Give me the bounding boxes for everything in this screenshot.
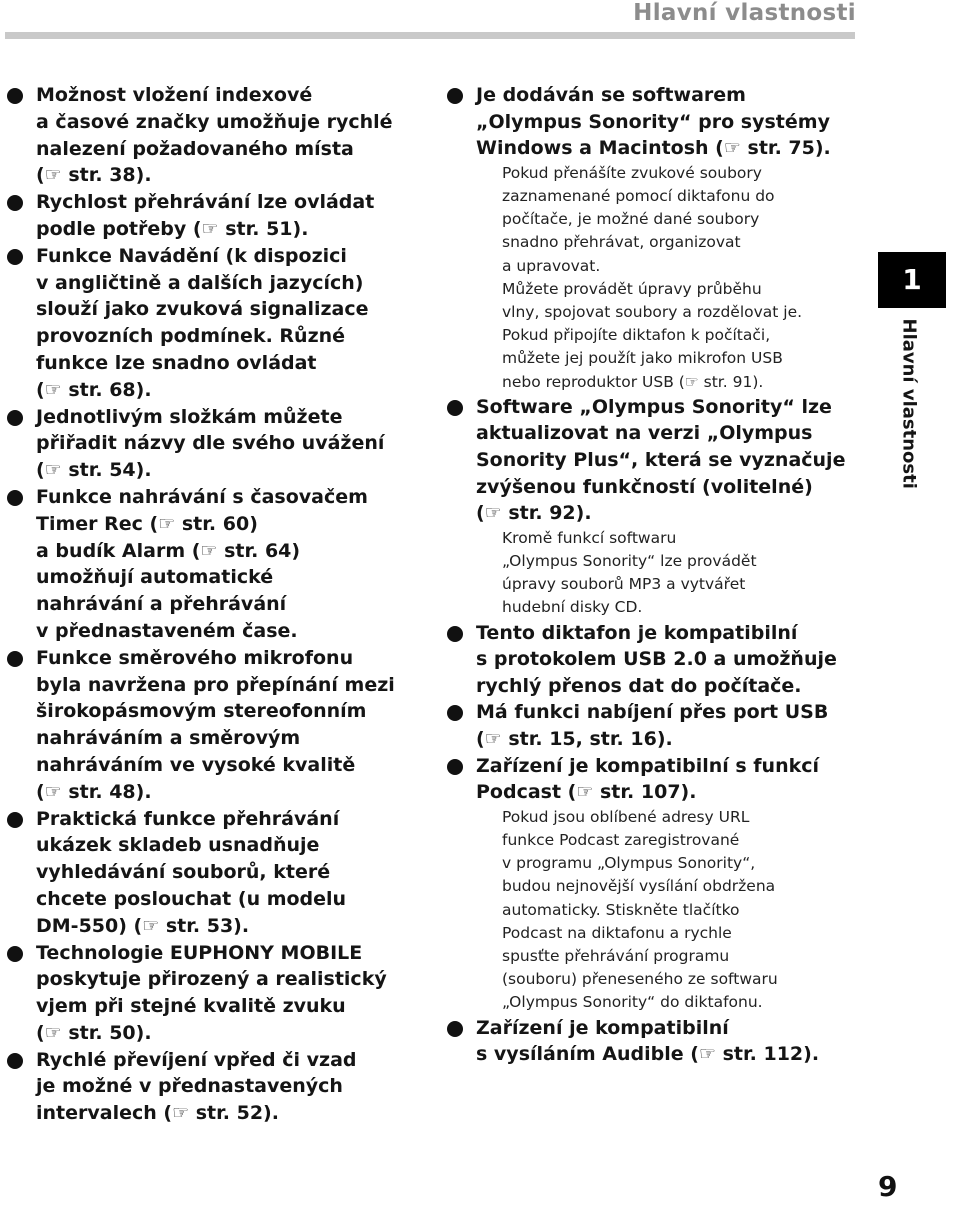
feature-line: Zařízení je kompatibilní s funkcí <box>476 754 820 777</box>
description-paragraph <box>502 278 856 324</box>
feature-line: Sonority Plus“, která se vyznačuje <box>476 449 846 471</box>
description-line: Pokud připojíte diktafon k počítači, <box>502 326 771 345</box>
description-line: (souboru) přeneseného ze softwaru <box>502 970 778 989</box>
feature-body <box>476 394 856 620</box>
description-line: funkce Podcast zaregistrované <box>502 830 740 849</box>
feature-line: Zařízení je kompatibilní <box>476 1016 729 1039</box>
right-column <box>446 82 856 1068</box>
feature-line: provozních podmínek. Různé <box>36 325 346 348</box>
feature-line: Technologie EUPHONY MOBILE <box>36 941 363 964</box>
feature-line: poskytuje přirozený a realistický <box>36 968 387 991</box>
feature-description <box>502 162 856 394</box>
feature-text <box>476 82 856 162</box>
feature-line: umožňují automatické <box>36 566 274 589</box>
feature-item <box>6 1047 418 1127</box>
left-column <box>6 82 418 1127</box>
description-line: můžete jej použít jako mikrofon USB <box>502 349 783 368</box>
description-line: Podcast na diktafonu a rychle <box>502 923 732 942</box>
feature-line: Software „Olympus Sonority“ lze <box>476 395 832 418</box>
feature-line: „Olympus Sonority“ pro systémy <box>476 110 830 133</box>
feature-description <box>502 806 856 1015</box>
feature-line: Rychlost přehrávání lze ovládat <box>36 191 375 214</box>
bullet-icon <box>447 626 463 642</box>
feature-line: vjem při stejné kvalitě zvuku <box>36 995 346 1018</box>
feature-item <box>446 699 856 752</box>
description-line: snadno přehrávat, organizovat <box>502 233 741 252</box>
bullet-icon <box>447 400 463 416</box>
feature-item <box>446 620 856 700</box>
feature-line: Tento diktafon je kompatibilní <box>476 621 798 644</box>
feature-text <box>36 484 418 645</box>
feature-text <box>476 1015 856 1068</box>
description-line: a upravovat. <box>502 256 601 275</box>
feature-line: Praktická funkce přehrávání <box>36 807 340 830</box>
feature-line: Možnost vložení indexové <box>36 84 313 106</box>
feature-item <box>6 806 418 940</box>
feature-text <box>36 189 418 243</box>
feature-line: Podcast (☞ str. 107). <box>476 781 697 804</box>
feature-line: Je dodáván se softwarem <box>476 84 746 106</box>
bullet-icon <box>7 1053 23 1069</box>
feature-body <box>476 1015 856 1068</box>
chapter-label <box>893 318 920 489</box>
bullet-icon <box>447 705 463 721</box>
feature-body <box>36 189 418 243</box>
description-paragraph <box>502 527 856 620</box>
bullet-icon <box>7 490 23 506</box>
feature-text <box>36 243 418 404</box>
description-paragraph <box>502 162 856 278</box>
feature-item <box>446 394 856 620</box>
feature-line: zvýšenou funkčností (volitelné) <box>476 475 813 498</box>
bullet-icon <box>7 88 23 104</box>
feature-line: Rychlé převíjení vpřed či vzad <box>36 1048 357 1071</box>
feature-body <box>36 645 418 806</box>
feature-text <box>476 620 856 700</box>
feature-text <box>36 806 418 940</box>
description-line: „Olympus Sonority“ do diktafonu. <box>502 993 763 1012</box>
feature-item <box>446 1015 856 1068</box>
feature-line: nalezení požadovaného místa <box>36 137 354 160</box>
bullet-icon <box>7 946 23 962</box>
description-paragraph <box>502 806 856 1015</box>
feature-line: (☞ str. 48). <box>36 780 152 803</box>
feature-line: (☞ str. 54). <box>36 459 152 482</box>
feature-body <box>476 753 856 1015</box>
bullet-icon <box>447 759 463 775</box>
feature-body <box>476 620 856 700</box>
description-line: v programu „Olympus Sonority“, <box>502 854 756 873</box>
description-line: Pokud přenášíte zvukové soubory <box>502 163 762 182</box>
feature-line: podle potřeby (☞ str. 51). <box>36 217 309 240</box>
feature-line: DM-550) (☞ str. 53). <box>36 914 250 937</box>
feature-line: (☞ str. 15, str. 16). <box>476 727 673 750</box>
description-line: Pokud jsou oblíbené adresy URL <box>502 807 750 826</box>
feature-line: ukázek skladeb usnadňuje <box>36 834 320 857</box>
feature-line: s protokolem USB 2.0 a umožňuje <box>476 648 837 671</box>
description-line: počítače, je možné dané soubory <box>502 210 760 229</box>
page-number: 9 <box>878 1170 898 1203</box>
feature-line: Funkce směrového mikrofonu <box>36 646 354 669</box>
description-line: automaticky. Stiskněte tlačítko <box>502 900 740 919</box>
bullet-icon <box>447 88 463 104</box>
description-line: Můžete provádět úpravy průběhu <box>502 279 762 298</box>
feature-line: přiřadit názvy dle svého uvážení <box>36 432 385 455</box>
feature-line: Funkce Navádění (k dispozici <box>36 244 347 267</box>
feature-item <box>6 484 418 645</box>
feature-item <box>446 753 856 1015</box>
feature-line: nahráváním a směrovým <box>36 727 301 750</box>
description-line: hudební disky CD. <box>502 598 643 617</box>
feature-text <box>36 82 418 189</box>
feature-text <box>476 394 856 527</box>
bullet-icon <box>7 812 23 828</box>
feature-line: širokopásmovým stereofonním <box>36 700 367 723</box>
description-line: vlny, spojovat soubory a rozdělovat je. <box>502 303 803 321</box>
feature-line: nahráváním ve vysoké kvalitě <box>36 753 356 776</box>
feature-body <box>476 699 856 752</box>
feature-body <box>36 1047 418 1127</box>
feature-body <box>36 243 418 404</box>
header-rule <box>5 32 855 39</box>
feature-line: (☞ str. 38). <box>36 164 152 187</box>
feature-line: slouží jako zvuková signalizace <box>36 298 369 321</box>
feature-line: Windows a Macintosh (☞ str. 75). <box>476 137 831 160</box>
feature-item <box>6 404 418 484</box>
feature-line: v angličtině a dalších jazycích) <box>36 271 364 294</box>
feature-line: intervalech (☞ str. 52). <box>36 1102 279 1125</box>
feature-line: vyhledávání souborů, které <box>36 861 331 884</box>
feature-line: (☞ str. 50). <box>36 1021 152 1044</box>
feature-text <box>476 753 856 806</box>
feature-line: funkce lze snadno ovládat <box>36 351 317 374</box>
feature-text <box>36 645 418 806</box>
description-line: „Olympus Sonority“ lze provádět <box>502 551 757 570</box>
feature-line: (☞ str. 68). <box>36 378 152 401</box>
feature-line: Funkce nahrávání s časovačem <box>36 485 368 508</box>
feature-item <box>6 645 418 806</box>
feature-body <box>36 940 418 1047</box>
bullet-icon <box>7 410 23 426</box>
feature-line: rychlý přenos dat do počítače. <box>476 674 802 697</box>
bullet-icon <box>7 249 23 265</box>
feature-line: aktualizovat na verzi „Olympus <box>476 422 813 445</box>
feature-text <box>36 404 418 484</box>
feature-line: Jednotlivým složkám můžete <box>36 405 343 428</box>
feature-line: Timer Rec (☞ str. 60) <box>36 512 258 535</box>
description-line: úpravy souborů MP3 a vytvářet <box>502 575 746 594</box>
feature-line: je možné v přednastavených <box>36 1075 343 1098</box>
feature-body <box>476 82 856 394</box>
feature-description <box>502 527 856 620</box>
feature-body <box>36 82 418 189</box>
feature-line: a budík Alarm (☞ str. 64) <box>36 539 301 562</box>
feature-item <box>6 189 418 243</box>
feature-line: nahrávání a přehrávání <box>36 593 287 616</box>
feature-line: (☞ str. 92). <box>476 502 592 525</box>
feature-text <box>36 1047 418 1127</box>
feature-line: Má funkci nabíjení přes port USB <box>476 701 829 724</box>
feature-line: chcete poslouchat (u modelu <box>36 887 347 910</box>
description-paragraph <box>502 324 856 394</box>
feature-line: byla navržena pro přepínání mezi <box>36 673 395 696</box>
feature-line: v přednastaveném čase. <box>36 619 298 642</box>
feature-line: a časové značky umožňuje rychlé <box>36 110 393 133</box>
description-line: zaznamenané pomocí diktafonu do <box>502 186 775 205</box>
feature-item <box>6 940 418 1047</box>
description-line: budou nejnovější vysílání obdržena <box>502 877 776 896</box>
feature-line: s vysíláním Audible (☞ str. 112). <box>476 1043 820 1066</box>
feature-body <box>36 404 418 484</box>
header-title: Hlavní vlastnosti <box>633 0 856 26</box>
bullet-icon <box>7 195 23 211</box>
bullet-icon <box>7 651 23 667</box>
feature-item <box>446 82 856 394</box>
description-line: spusťte přehrávání programu <box>502 946 730 965</box>
feature-text <box>476 699 856 752</box>
chapter-label-text: Hlavní vlastnosti <box>898 318 920 489</box>
bullet-icon <box>447 1021 463 1037</box>
feature-text <box>36 940 418 1047</box>
feature-item <box>6 243 418 404</box>
chapter-number: 1 <box>878 252 946 308</box>
feature-item <box>6 82 418 189</box>
feature-body <box>36 484 418 645</box>
description-line: nebo reproduktor USB (☞ str. 91). <box>502 372 764 391</box>
description-line: Kromě funkcí softwaru <box>502 528 677 547</box>
feature-body <box>36 806 418 940</box>
